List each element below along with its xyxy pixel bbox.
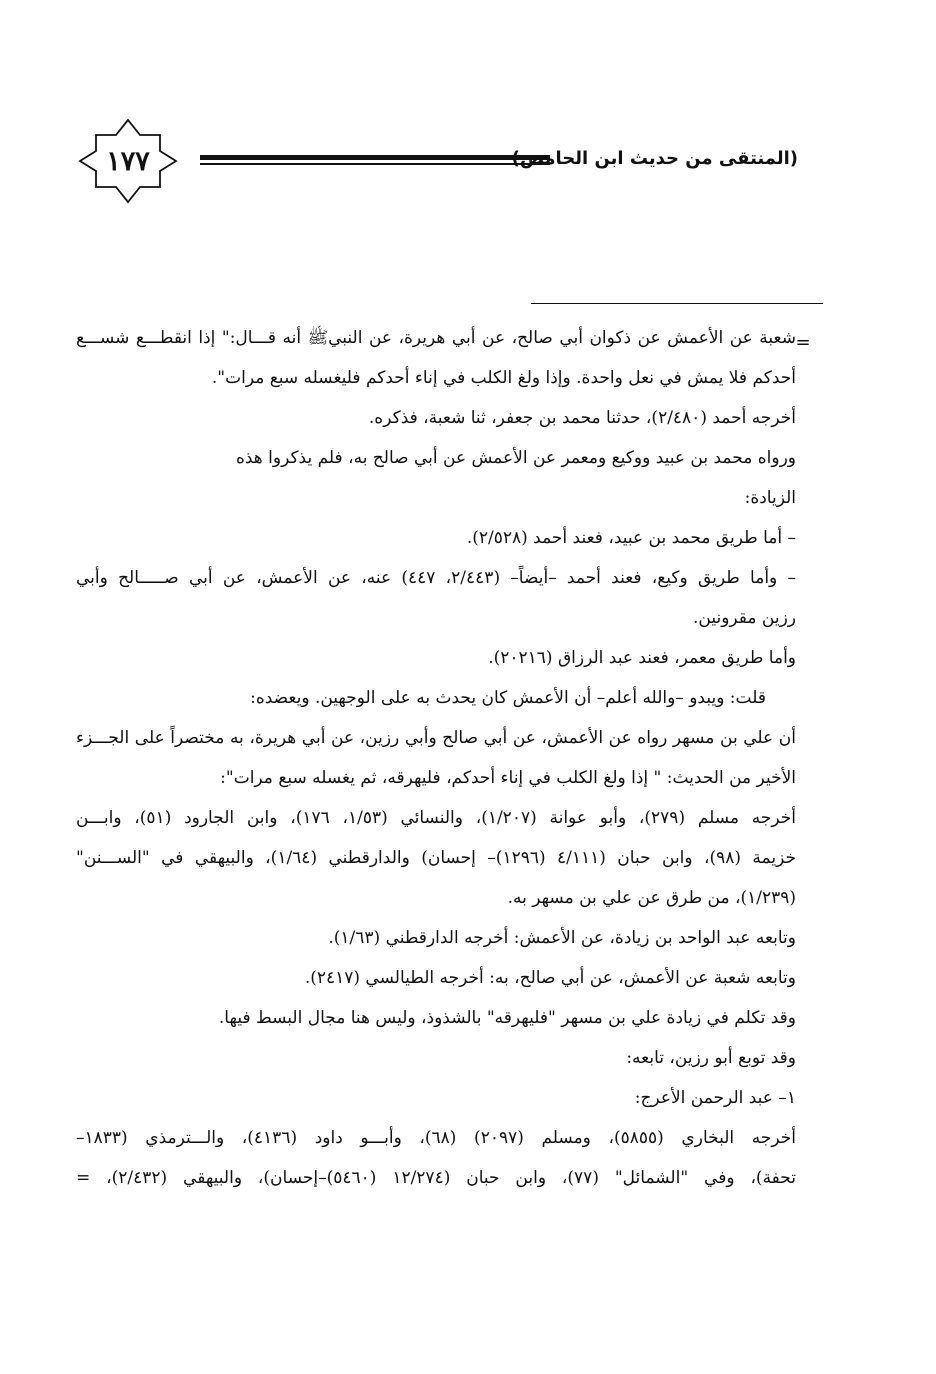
footnote-line: وتابعه شعبة عن الأعمش، عن أبي صالح، به: أخرجه الطيالسي (٢٤١٧).	[304, 968, 796, 988]
footnote-line: أخرجه أحمد (٢/٤٨٠)، حدثنا محمد بن جعفر، ثنا شعبة، فذكره.	[368, 408, 796, 428]
footnote-line: شعبة عن الأعمش عن ذكوان أبي صالح، عن أبي هريرة، عن النبيﷺ أنه قـــال:" إذا انقطـــع شســـع	[76, 328, 796, 348]
footnote-line: وتابعه عبد الواحد بن زيادة، عن الأعمش: أخرجه الدارقطني (١/٦٣).	[328, 928, 796, 948]
footnote-line: الزيادة:	[744, 488, 796, 508]
footnote-line: أن علي بن مسهر رواه عن الأعمش، عن أبي صالح وأبي رزين، عن أبي هريرة، به مختصراً على الجـــزء	[76, 728, 796, 748]
footnote-line: ١– عبد الرحمن الأعرج:	[634, 1088, 796, 1108]
footnote-body	[76, 318, 796, 1198]
page-number: ١٧٧	[106, 145, 150, 177]
footnote-line: – أما طريق محمد بن عبيد، فعند أحمد (٢/٥٢٨).	[466, 528, 796, 548]
footnote-line: – وأما طريق وكيع، فعند أحمد –أيضاً– (٢/٤٤٣، ٤٤٧) عنه، عن الأعمش، عن أبي صـــــالح وأبي	[76, 568, 796, 588]
footnote-line: الأخير من الحديث: " إذا ولغ الكلب في إناء أحدكم، فليهرقه، ثم يغسله سبع مرات":	[220, 768, 796, 788]
footnote-line: أحدكم فلا يمش في نعل واحدة. وإذا ولغ الكلب في إناء أحدكم فليغسله سبع مرات".	[211, 368, 796, 388]
header-rule-thin	[200, 163, 550, 165]
footnote-line: وقد توبع أبو رزين، تابعه:	[626, 1048, 796, 1068]
header-rule	[200, 155, 550, 168]
book-title: (المنتقى من حديث ابن الحامض)	[511, 148, 798, 169]
footnote-line: أخرجه البخاري (٥٨٥٥)، ومسلم (٢٠٩٧) (٦٨)، وأبـــو داود (٤١٣٦)، والـــترمذي (١٨٣٣–	[76, 1128, 796, 1148]
footnote-line: قلت: ويبدو –والله أعلم– أن الأعمش كان يحدث به على الوجهين. ويعضده:	[250, 688, 766, 708]
footnote-line: تحفة)، وفي "الشمائل" (٧٧)، وابن حبان (١٢/٢٧٤ (٥٤٦٠)–إحسان)، والبيهقي (٢/٤٣٢)، =	[76, 1168, 796, 1188]
footnote-continuation-mark: =	[795, 332, 811, 353]
footnote-line: ورواه محمد بن عبيد ووكيع ومعمر عن الأعمش عن أبي صالح به، فلم يذكروا هذه	[235, 448, 796, 468]
footnote-line: وأما طريق معمر، فعند عبد الرزاق (٢٠٢١٦).	[488, 648, 796, 668]
footnote-line: أخرجه مسلم (٢٧٩)، وأبو عوانة (١/٢٠٧)، والنسائي (١/٥٣، ١٧٦)، وابن الجارود (٥١)، وابـــن	[76, 808, 796, 828]
page-number-ornament	[78, 118, 178, 204]
footnote-line: رزين مقرونين.	[693, 608, 796, 628]
footnote-separator	[531, 303, 823, 304]
header-rule-thick	[200, 155, 550, 160]
footnote-line: خزيمة (٩٨)، وابن حبان (٤/١١١ (١٢٩٦)– إحسان) والدارقطني (١/٦٤)، والبيهقي في "الســـنن"	[76, 848, 796, 868]
page-header	[0, 0, 936, 240]
footnote-line: (١/٢٣٩)، من طرق عن علي بن مسهر به.	[507, 888, 796, 908]
footnote-line: وقد تكلم في زيادة علي بن مسهر "فليهرقه" بالشذوذ، وليس هنا مجال البسط فيها.	[218, 1008, 796, 1028]
